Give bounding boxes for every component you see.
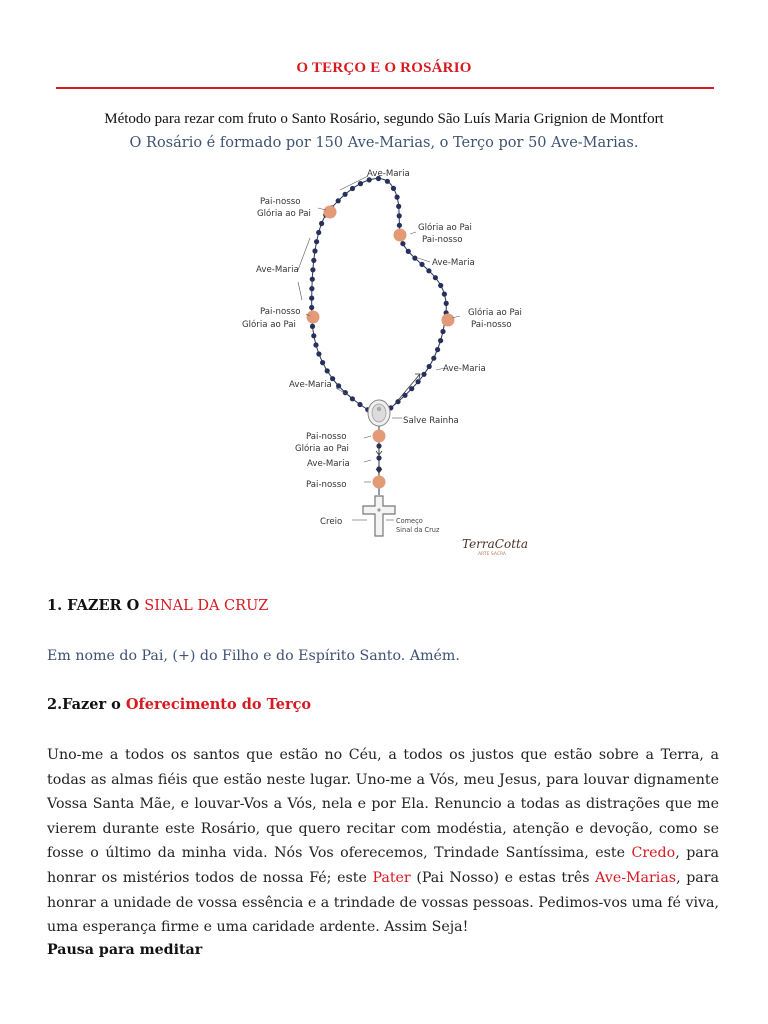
- terracotta-logo-sub: ARTE SACRA: [478, 552, 507, 557]
- small-bead: [438, 338, 443, 343]
- label-gloria-right-mid: Glória ao Pai: [468, 308, 522, 318]
- medal-icon: [368, 400, 390, 426]
- offering-text-1: Uno-me a todos os santos que estão no Céu, a todos os justos que estão sobre a Terra, a todas as almas fiéis que estão neste lugar. Uno-me a Vós, meu Jesus, para louvar dignamente Vossa Santa Mãe, e louvar-Vos a Vós, nela e por Ela. Renuncio a todas as distrações que me vierem durante este Rosário, que quero recitar com modéstia, atenção e devoção, como se fosse o último da minha vida. Nós Vos oferecemos, Trindade Santíssima, este: [47, 747, 719, 862]
- small-bead: [395, 195, 400, 200]
- credo-highlight: Credo: [631, 845, 676, 862]
- label-gloria-left-mid: Glória ao Pai: [242, 320, 296, 330]
- small-bead: [350, 186, 355, 191]
- small-bead: [309, 286, 314, 291]
- label-gloria-tail: Glória ao Pai: [295, 444, 349, 454]
- label-ave-maria-right: Ave-Maria: [432, 258, 475, 268]
- small-bead: [316, 230, 321, 235]
- large-bead: [307, 311, 320, 324]
- offering-text-2: , para honrar os mistérios todos de nossa Fé; este: [47, 845, 719, 886]
- small-bead: [309, 305, 314, 310]
- small-bead: [311, 333, 316, 338]
- section-1-heading: [47, 597, 268, 614]
- small-bead: [426, 268, 431, 273]
- large-bead: [373, 430, 386, 443]
- section-1-highlight: SINAL DA CRUZ: [144, 598, 269, 614]
- terracotta-logo: TerraCotta: [462, 537, 529, 551]
- small-bead: [396, 204, 401, 209]
- small-bead: [316, 351, 321, 356]
- label-pai-nosso-right-mid: Pai-nosso: [471, 320, 512, 330]
- small-bead: [350, 396, 355, 401]
- small-bead: [433, 275, 438, 280]
- large-bead: [394, 229, 407, 242]
- subtitle: Método para rezar com fruto o Santo Rosário, segundo São Luís Maria Grignion de Montfort: [104, 111, 664, 127]
- small-bead: [431, 356, 436, 361]
- small-bead: [313, 342, 318, 347]
- label-ave-maria-left-low: Ave-Maria: [289, 380, 332, 390]
- large-bead: [324, 206, 337, 219]
- label-ave-maria-tail: Ave-Maria: [307, 459, 350, 469]
- small-bead: [416, 379, 421, 384]
- small-bead: [376, 455, 381, 460]
- small-bead: [391, 186, 396, 191]
- page-title: O TERÇO E O ROSÁRIO: [296, 60, 472, 76]
- label-pai-nosso-right-top: Pai-nosso: [422, 235, 463, 245]
- small-bead: [309, 296, 314, 301]
- small-bead: [444, 301, 449, 306]
- label-pai-nosso-tail-2: Pai-nosso: [306, 480, 347, 490]
- small-bead: [312, 248, 317, 253]
- small-bead: [409, 386, 414, 391]
- small-bead: [421, 372, 426, 377]
- offering-prayer: [47, 743, 719, 940]
- small-bead: [419, 262, 424, 267]
- small-bead: [310, 324, 315, 329]
- small-bead: [442, 292, 447, 297]
- pater-highlight: Pater: [372, 869, 411, 886]
- small-bead: [325, 368, 330, 373]
- small-bead: [343, 192, 348, 197]
- small-bead: [385, 179, 390, 184]
- small-bead: [357, 402, 362, 407]
- small-bead: [427, 364, 432, 369]
- label-pai-nosso-left-mid: Pai-nosso: [260, 307, 301, 317]
- small-bead: [310, 267, 315, 272]
- label-creio: Creio: [320, 517, 343, 527]
- small-bead: [435, 347, 440, 352]
- small-bead: [320, 360, 325, 365]
- rosary-count-note: O Rosário é formado por 150 Ave-Marias, o Terço por 50 Ave-Marias.: [129, 135, 639, 151]
- offering-text-4: , para honrar a unidade de vossa essência e a trindade de vossas pessoas. Pedimos-vos uma fé viva, uma esperança firme e uma caridade ardente. Assim Seja!: [47, 869, 719, 936]
- small-bead: [440, 329, 445, 334]
- section-2-highlight: Oferecimento do Terço: [125, 696, 312, 713]
- label-ave-maria-left: Ave-Maria: [256, 265, 299, 275]
- small-bead: [412, 256, 417, 261]
- label-sinal-da-cruz: Sinal da Cruz: [396, 526, 440, 534]
- small-bead: [358, 181, 363, 186]
- rosary-diagram: [240, 160, 540, 560]
- small-bead: [314, 239, 319, 244]
- offering-text-3: (Pai Nosso) e estas três: [410, 869, 596, 886]
- small-bead: [336, 198, 341, 203]
- rosary-illustration: [240, 160, 540, 560]
- section-2-heading: [47, 696, 311, 713]
- small-bead: [397, 213, 402, 218]
- section-1-number: 1. FAZER O: [47, 597, 145, 614]
- small-bead: [397, 223, 402, 228]
- small-bead: [319, 221, 324, 226]
- label-salve-rainha: Salve Rainha: [403, 416, 459, 426]
- cross-icon: [363, 496, 395, 536]
- title-divider: [56, 87, 714, 89]
- ave-marias-highlight: Ave-Marias: [595, 869, 677, 886]
- label-ave-maria-right-low: Ave-Maria: [443, 364, 486, 374]
- label-pai-nosso-left-top: Pai-nosso: [260, 197, 301, 207]
- pause-note: Pausa para meditar: [47, 942, 203, 958]
- label-comeco: Começo: [396, 517, 423, 525]
- section-2-number: 2.Fazer o: [47, 696, 126, 713]
- label-gloria-left-top: Glória ao Pai: [257, 209, 311, 219]
- sign-of-cross-prayer: Em nome do Pai, (+) do Filho e do Espírito Santo. Amém.: [47, 648, 460, 664]
- small-bead: [336, 383, 341, 388]
- small-bead: [311, 258, 316, 263]
- label-pai-nosso-tail-1: Pai-nosso: [306, 432, 347, 442]
- large-bead: [442, 314, 455, 327]
- small-bead: [310, 277, 315, 282]
- small-bead: [438, 283, 443, 288]
- small-bead: [400, 241, 405, 246]
- large-bead: [373, 476, 386, 489]
- label-ave-maria-top: Ave-Maria: [367, 169, 410, 179]
- small-bead: [406, 249, 411, 254]
- label-gloria-right-top: Glória ao Pai: [418, 223, 472, 233]
